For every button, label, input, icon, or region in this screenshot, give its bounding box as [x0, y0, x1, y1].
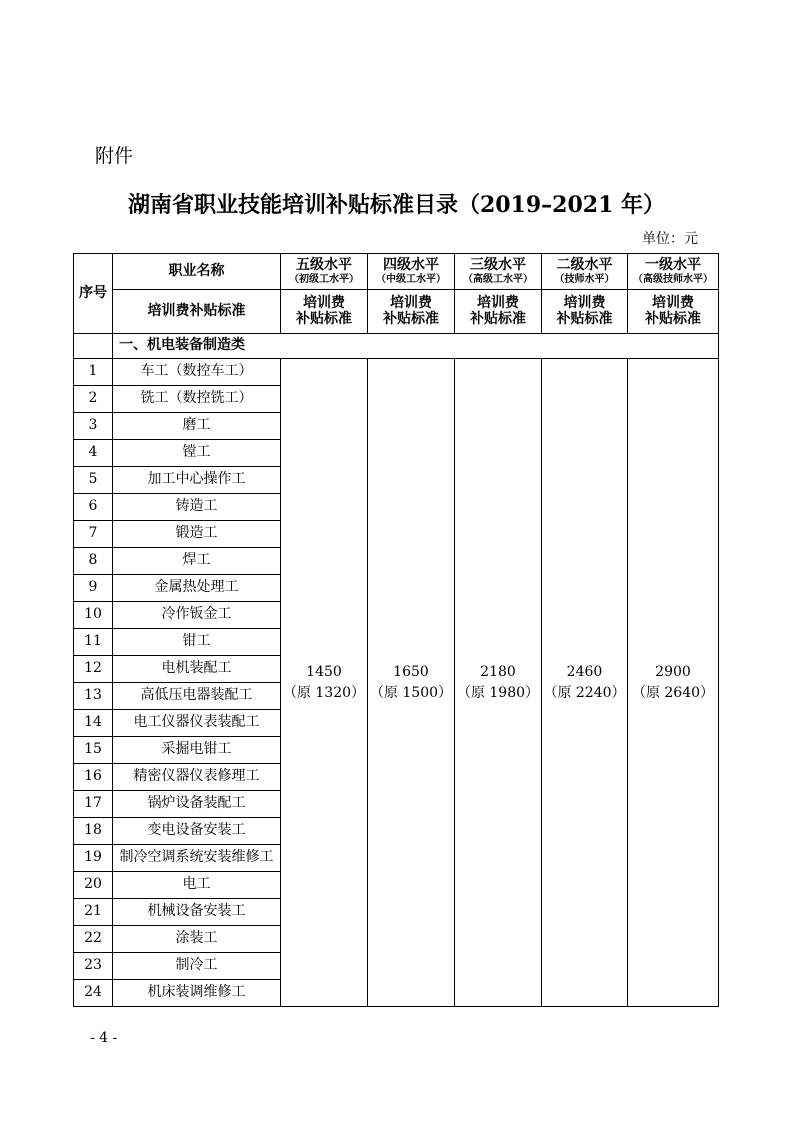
rate-cell [368, 359, 455, 1007]
occupation-name: 涂装工 [113, 926, 281, 953]
row-number: 9 [74, 575, 113, 602]
rate-original: （原 1500） [369, 684, 453, 701]
page-number: - 4 - [90, 1030, 118, 1046]
rate-original: （原 1320） [282, 684, 366, 701]
occupation-name: 制冷空调系统安装维修工 [113, 845, 281, 872]
row-number: 21 [74, 899, 113, 926]
rate-value: 1650 [393, 663, 429, 680]
occupation-name: 锻造工 [113, 521, 281, 548]
header-row-levels [74, 254, 719, 290]
occupation-name: 精密仪器仪表修理工 [113, 764, 281, 791]
row-number: 23 [74, 953, 113, 980]
rate-cell [628, 359, 719, 1007]
rate-cell [542, 359, 628, 1007]
row-number: 15 [74, 737, 113, 764]
row-number: 1 [74, 359, 113, 386]
row-number: 4 [74, 440, 113, 467]
row-number: 5 [74, 467, 113, 494]
occupation-name: 电机装配工 [113, 656, 281, 683]
rate-value: 2460 [566, 663, 603, 680]
rate-value: 2180 [480, 663, 516, 680]
row-number: 12 [74, 656, 113, 683]
row-number: 11 [74, 629, 113, 656]
level-header: 二级水平 （技师水平） [542, 254, 628, 290]
occupation-name: 高低压电器装配工 [113, 683, 281, 710]
occupation-name: 机械设备安装工 [113, 899, 281, 926]
occupation-name: 铣工（数控铣工） [113, 386, 281, 413]
occupation-name: 电工仪器仪表装配工 [113, 710, 281, 737]
fee-header: 培训费 补贴标准 [368, 290, 455, 334]
row-number: 6 [74, 494, 113, 521]
header-row-standard [74, 290, 719, 334]
rate-cell [455, 359, 542, 1007]
rate-original: （原 2240） [543, 684, 626, 701]
row-number: 10 [74, 602, 113, 629]
level-header: 三级水平 （高级工水平） [455, 254, 542, 290]
occupation-name: 制冷工 [113, 953, 281, 980]
row-number: 20 [74, 872, 113, 899]
occupation-name: 机床装调维修工 [113, 980, 281, 1007]
occupation-name: 电工 [113, 872, 281, 899]
category-label: 一、机电装备制造类 [113, 334, 719, 359]
occupation-name: 镗工 [113, 440, 281, 467]
row-number: 16 [74, 764, 113, 791]
occupation-name: 变电设备安装工 [113, 818, 281, 845]
rate-original: （原 1980） [456, 684, 540, 701]
level-header: 四级水平 （中级工水平） [368, 254, 455, 290]
standard-header: 培训费补贴标准 [113, 290, 281, 334]
unit-label: 单位：元 [642, 231, 698, 247]
document-title: 湖南省职业技能培训补贴标准目录（2019–2021 年） [127, 192, 666, 218]
rate-value: 2900 [655, 663, 691, 680]
seq-header: 序号 [74, 254, 113, 334]
category-seq-cell [74, 334, 113, 359]
occupation-name: 车工（数控车工） [113, 359, 281, 386]
occupation-name: 加工中心操作工 [113, 467, 281, 494]
row-number: 19 [74, 845, 113, 872]
occupation-name: 焊工 [113, 548, 281, 575]
table-body [74, 254, 719, 1007]
fee-header: 培训费 补贴标准 [628, 290, 719, 334]
occupation-name: 磨工 [113, 413, 281, 440]
occupation-name: 冷作钣金工 [113, 602, 281, 629]
row-number: 18 [74, 818, 113, 845]
fee-header: 培训费 补贴标准 [281, 290, 368, 334]
row-number: 3 [74, 413, 113, 440]
rate-cell [281, 359, 368, 1007]
fee-header: 培训费 补贴标准 [542, 290, 628, 334]
row-number: 7 [74, 521, 113, 548]
row-number: 13 [74, 683, 113, 710]
level-header: 五级水平 （初级工水平） [281, 254, 368, 290]
name-header: 职业名称 [113, 254, 281, 290]
rate-value: 1450 [306, 663, 342, 680]
subsidy-table [73, 253, 719, 1007]
row-number: 8 [74, 548, 113, 575]
row-number: 14 [74, 710, 113, 737]
level-header: 一级水平 （高级技师水平） [628, 254, 719, 290]
row-number: 17 [74, 791, 113, 818]
occupation-name: 金属热处理工 [113, 575, 281, 602]
table-row [74, 359, 719, 386]
occupation-name: 钳工 [113, 629, 281, 656]
row-number: 22 [74, 926, 113, 953]
rate-original: （原 2640） [631, 684, 715, 701]
row-number: 24 [74, 980, 113, 1007]
fee-header: 培训费 补贴标准 [455, 290, 542, 334]
occupation-name: 铸造工 [113, 494, 281, 521]
category-row [74, 334, 719, 359]
occupation-name: 采掘电钳工 [113, 737, 281, 764]
occupation-name: 锅炉设备装配工 [113, 791, 281, 818]
attachment-label: 附件 [95, 145, 134, 167]
row-number: 2 [74, 386, 113, 413]
